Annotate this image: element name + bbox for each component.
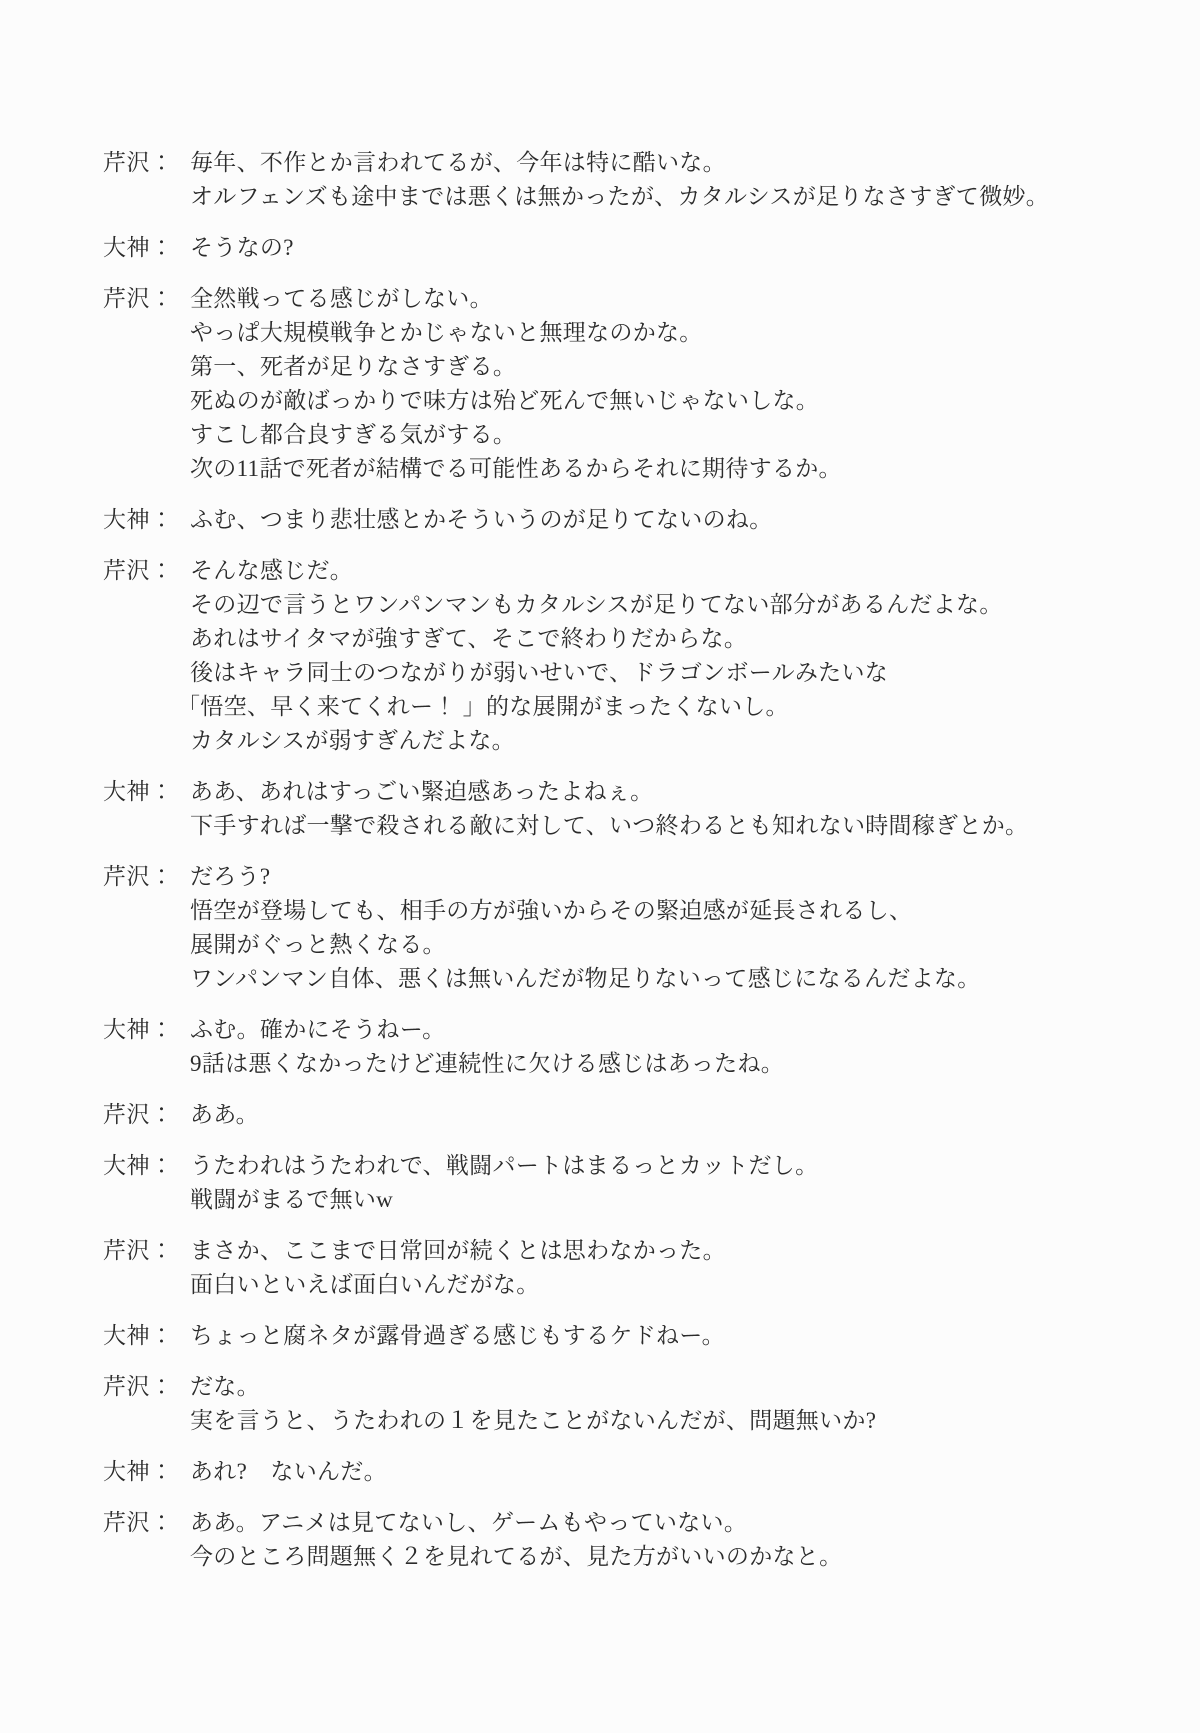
dialogue-line: 第一、死者が足りなさすぎる。	[190, 354, 517, 379]
dialogue-transcript	[103, 146, 1140, 1574]
dialogue-line: すこし都合良すぎる気がする。	[190, 422, 517, 447]
dialogue-line: 9話は悪くなかったけど連続性に欠ける感じはあったね。	[190, 1051, 785, 1076]
dialogue-turn	[103, 503, 1140, 537]
speaker-label: 芹沢：	[103, 150, 174, 175]
dialogue-turn	[103, 1370, 1140, 1438]
dialogue-turn	[103, 231, 1140, 265]
dialogue-turn	[103, 1506, 1140, 1574]
dialogue-lines	[190, 1234, 1140, 1302]
dialogue-lines	[190, 146, 1140, 214]
dialogue-line: 毎年、不作とか言われてるが、今年は特に酷いな。	[190, 150, 726, 175]
speaker-label: 大神：	[103, 1459, 174, 1484]
dialogue-line: 下手すれば一撃で殺される敵に対して、いつ終わるとも知れない時間稼ぎとか。	[190, 813, 1029, 838]
dialogue-turn	[103, 1098, 1140, 1132]
dialogue-line: ワンパンマン自体、悪くは無いんだが物足りないって感じになるんだよな。	[190, 966, 981, 991]
dialogue-line: やっぱ大規模戦争とかじゃないと無理なのかな。	[190, 320, 703, 345]
dialogue-turn	[103, 146, 1140, 214]
document-page	[103, 146, 1140, 1591]
dialogue-line: 悟空が登場しても、相手の方が強いからその緊迫感が延長されるし、	[190, 898, 913, 923]
dialogue-lines	[190, 1149, 1140, 1217]
speaker-label: 芹沢：	[103, 558, 174, 583]
dialogue-turn	[103, 282, 1140, 486]
dialogue-line: ああ。	[190, 1102, 259, 1127]
dialogue-lines	[190, 1506, 1140, 1574]
dialogue-line: 「悟空、早く来てくれー！ 」的な展開がまったくないし。	[177, 694, 789, 719]
dialogue-turn	[103, 1319, 1140, 1353]
dialogue-line: カタルシスが弱すぎんだよな。	[190, 728, 515, 753]
dialogue-line: ふむ、つまり悲壮感とかそういうのが足りてないのね。	[190, 507, 773, 532]
dialogue-line: そんな感じだ。	[190, 558, 354, 583]
dialogue-turn	[103, 1455, 1140, 1489]
speaker-label: 大神：	[103, 1323, 174, 1348]
dialogue-line: だな。	[190, 1374, 260, 1399]
dialogue-lines	[190, 282, 1140, 486]
dialogue-line: 次の11話で死者が結構でる可能性あるからそれに期待するか。	[190, 456, 842, 481]
speaker-label: 芹沢：	[103, 286, 174, 311]
dialogue-line: 展開がぐっと熱くなる。	[190, 932, 446, 957]
dialogue-line: だろう?	[190, 864, 271, 889]
speaker-label: 大神：	[103, 1153, 174, 1178]
dialogue-line: ちょっと腐ネタが露骨過ぎる感じもするケドねー。	[190, 1323, 725, 1348]
dialogue-lines	[190, 775, 1140, 843]
dialogue-line: 面白いといえば面白いんだがな。	[190, 1272, 540, 1297]
dialogue-line: ああ、あれはすっごい緊迫感あったよねぇ。	[190, 779, 654, 804]
dialogue-turn	[103, 1234, 1140, 1302]
dialogue-line: そうなの?	[190, 235, 294, 260]
speaker-label: 芹沢：	[103, 1374, 174, 1399]
dialogue-line: 今のところ問題無く２を見れてるが、見た方がいいのかなと。	[190, 1544, 843, 1569]
speaker-label: 大神：	[103, 507, 174, 532]
dialogue-line: あれはサイタマが強すぎて、そこで終わりだからな。	[190, 626, 748, 651]
dialogue-line: オルフェンズも途中までは悪くは無かったが、カタルシスが足りなさすぎて微妙。	[190, 184, 1049, 209]
dialogue-lines	[190, 1013, 1140, 1081]
dialogue-turn	[103, 860, 1140, 996]
speaker-label: 大神：	[103, 235, 174, 260]
dialogue-turn	[103, 1149, 1140, 1217]
dialogue-lines	[190, 1098, 1140, 1132]
dialogue-line: 後はキャラ同士のつながりが弱いせいで、ドラゴンボールみたいな	[190, 660, 889, 685]
speaker-label: 芹沢：	[103, 1102, 174, 1127]
dialogue-lines	[190, 1455, 1140, 1489]
dialogue-line: まさか、ここまで日常回が続くとは思わなかった。	[190, 1238, 726, 1263]
dialogue-line: 全然戦ってる感じがしない。	[190, 286, 493, 311]
speaker-label: 大神：	[103, 779, 174, 804]
dialogue-turn	[103, 554, 1140, 758]
speaker-label: 大神：	[103, 1017, 174, 1042]
dialogue-lines	[177, 554, 1140, 758]
dialogue-line: 死ぬのが敵ばっかりで味方は殆ど死んで無いじゃないしな。	[190, 388, 820, 413]
dialogue-lines	[190, 1319, 1140, 1353]
speaker-label: 芹沢：	[103, 864, 174, 889]
dialogue-line: ああ。アニメは見てないし、ゲームもやっていない。	[190, 1510, 748, 1535]
dialogue-lines	[190, 860, 1140, 996]
dialogue-turn	[103, 775, 1140, 843]
dialogue-line: ふむ。確かにそうねー。	[190, 1017, 446, 1042]
dialogue-lines	[190, 1370, 1140, 1438]
dialogue-line: その辺で言うとワンパンマンもカタルシスが足りてない部分があるんだよな。	[190, 592, 1003, 617]
dialogue-line: 実を言うと、うたわれの１を見たことがないんだが、問題無いか?	[190, 1408, 877, 1433]
dialogue-lines	[190, 231, 1140, 265]
dialogue-line: あれ? ないんだ。	[190, 1459, 387, 1484]
dialogue-turn	[103, 1013, 1140, 1081]
speaker-label: 芹沢：	[103, 1238, 174, 1263]
dialogue-lines	[190, 503, 1140, 537]
dialogue-line: 戦闘がまるで無いw	[190, 1187, 394, 1212]
speaker-label: 芹沢：	[103, 1510, 174, 1535]
dialogue-line: うたわれはうたわれで、戦闘パートはまるっとカットだし。	[190, 1153, 819, 1178]
